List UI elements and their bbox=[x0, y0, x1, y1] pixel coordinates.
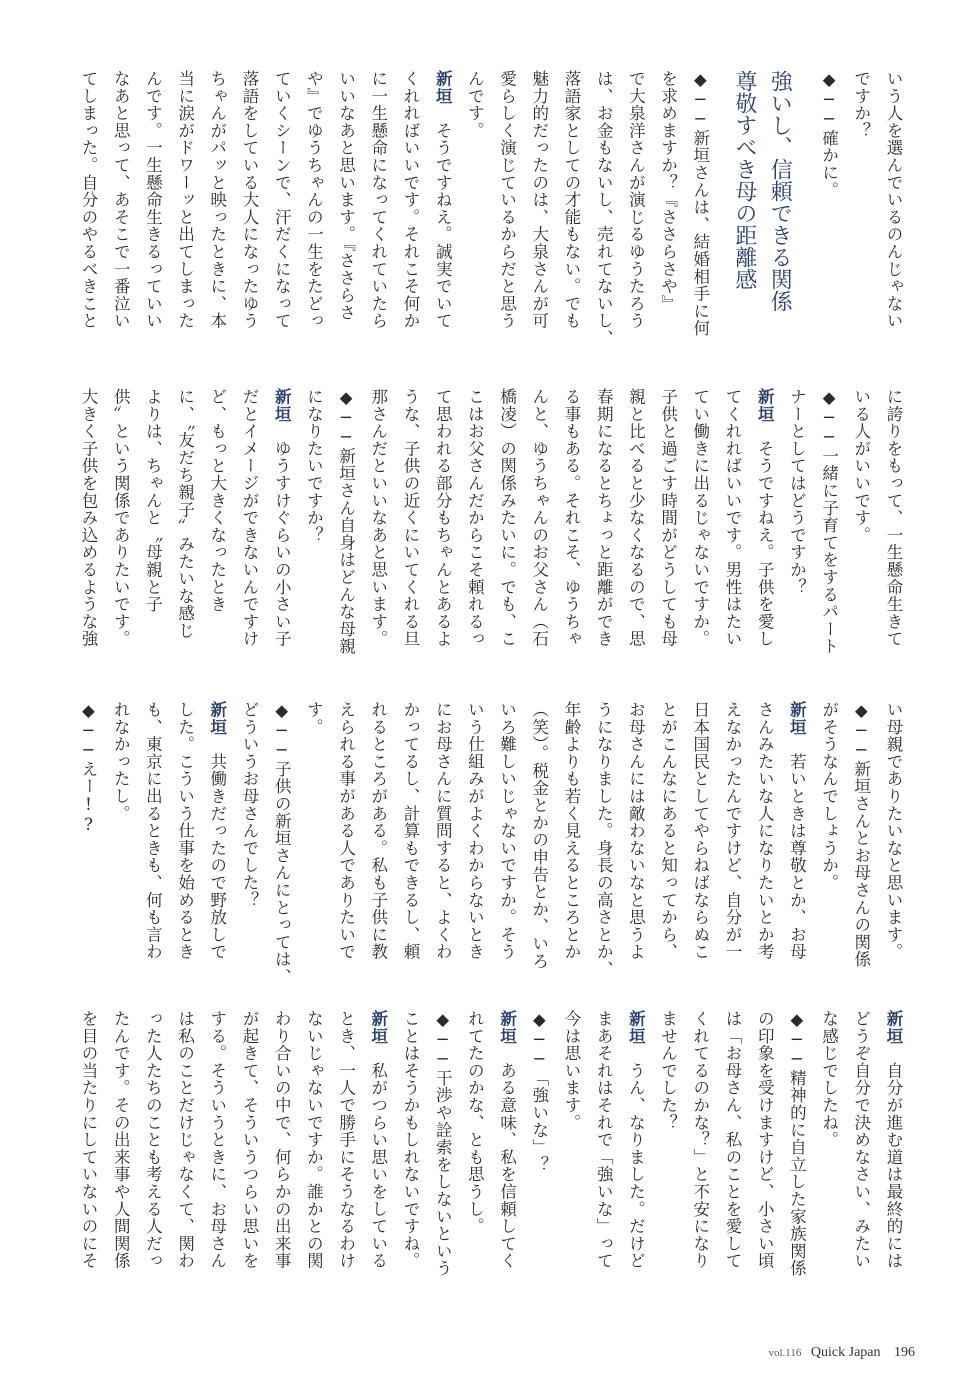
page-footer bbox=[769, 1345, 916, 1361]
text-column: てくれればいいです。男性はたい bbox=[723, 388, 742, 648]
text-column: とき、一人で勝手にそうなるわけ bbox=[336, 1010, 356, 1270]
text-column: な感じでしたね。 bbox=[819, 1010, 839, 1149]
text-column: ことはそうかもしれないですね。 bbox=[401, 1010, 420, 1270]
section-heading-line-1: 強いし、信頼できる関係 bbox=[767, 70, 793, 312]
text-column: 愛らしく演じているからだと思う bbox=[497, 70, 517, 330]
text-column: 落語をしている大人になったゆう bbox=[240, 70, 259, 330]
text-column: ◆──新垣さんとお母さんの関係 bbox=[851, 701, 871, 968]
magazine-name: Quick Japan bbox=[810, 1345, 881, 1360]
text-column: 子供と過ごす時間がどうしても母 bbox=[658, 388, 678, 648]
section-heading-line-2: 尊敬すべき母の距離感 bbox=[731, 70, 757, 290]
text-column: えなかったんですけど、自分が一 bbox=[723, 701, 742, 961]
text-column: 新垣 ある意味、私を信頼してく bbox=[497, 1010, 517, 1270]
text-column: 当に涙がドワーッと出てしまった bbox=[175, 70, 195, 330]
text-column: まあそれはそれで「強いな」って bbox=[594, 1010, 614, 1270]
text-column: に一生懸命になってくれていたら bbox=[368, 70, 388, 330]
text-column: も、東京に出るときも、何も言わ bbox=[143, 701, 163, 961]
text-column: こはお父さんだからこそ頼れるっ bbox=[465, 388, 485, 648]
text-column: ちゃんがパッと映ったときに、本 bbox=[207, 70, 227, 330]
text-column: だとイメージができないんですけ bbox=[240, 388, 259, 648]
text-column: いろ難しいじゃないですか。そう bbox=[497, 701, 517, 961]
text-column: ◆──一緒に子育てをするパート bbox=[819, 388, 839, 655]
text-column: る事もある。それこそ、ゆうちゃ bbox=[562, 388, 581, 648]
text-column: いう仕組みがよくわからないとき bbox=[465, 701, 485, 961]
text-tier-1 bbox=[78, 70, 908, 375]
text-column: する。そういうときに、お母さん bbox=[207, 1010, 227, 1270]
text-column: になりたいですか？ bbox=[304, 388, 324, 544]
text-column: わり合いの中で、何らかの出来事 bbox=[272, 1010, 292, 1270]
text-column: れなかったし。 bbox=[111, 701, 131, 823]
text-column: 魅力的だったのは、大泉さんが可 bbox=[529, 70, 549, 330]
text-column: 今は思います。 bbox=[562, 1010, 581, 1132]
text-column: どういうお母さんでした？ bbox=[240, 701, 259, 909]
text-column: に誇りをもって、一生懸命生きて bbox=[884, 388, 903, 648]
text-column: れるところがある。私も子供に教 bbox=[368, 701, 388, 961]
text-column: うになりました。身長の高さとか、 bbox=[594, 701, 614, 978]
text-column: さんみたいな人になりたいとか考 bbox=[755, 701, 775, 961]
text-column: とがこんなにあると知ってから、 bbox=[658, 701, 678, 961]
page-number: 196 bbox=[894, 1345, 915, 1360]
text-column: なあと思って、あそこで一番泣い bbox=[111, 70, 131, 330]
text-column: 新垣 そうですねえ。子供を愛し bbox=[755, 388, 775, 648]
text-column: いる人がいいです。 bbox=[851, 388, 871, 544]
text-column: たんです。その出来事や人間関係 bbox=[111, 1010, 131, 1270]
text-column: ◆──えー!? bbox=[79, 701, 98, 835]
text-column: ど、もっと大きくなったとき bbox=[207, 388, 227, 613]
text-column: 新垣 そうですねえ。誠実でいて bbox=[433, 70, 453, 330]
text-column: に、〝友だち親子〟みたいな感じ bbox=[175, 388, 195, 640]
text-column: くれてるのかな？」と不安になり bbox=[690, 1010, 710, 1270]
text-column: 新垣 私がつらい思いをしている bbox=[368, 1010, 388, 1270]
text-column: ◆──子供の新垣さんにとっては、 bbox=[272, 701, 292, 986]
text-column: 年齢よりも若く見えるところとか bbox=[562, 701, 581, 961]
text-column: くれればいいです。それこそ何か bbox=[401, 70, 420, 330]
text-column: ◆──確かに。 bbox=[819, 70, 839, 199]
text-column: がそうなんでしょうか。 bbox=[819, 701, 839, 892]
text-column: 新垣 自分が進む道は最終的には bbox=[884, 1010, 903, 1270]
text-column: の印象を受けますけど、小さい頃 bbox=[755, 1010, 775, 1270]
text-column: を求めますか？『ささらさや』 bbox=[658, 70, 678, 313]
text-tier-4 bbox=[78, 1010, 908, 1320]
text-column: てしまった。自分のやるべきこと bbox=[79, 70, 98, 330]
text-column: 親と比べると少なくなるので、思 bbox=[626, 388, 646, 648]
text-column: は「お母さん、私のことを愛して bbox=[723, 1010, 742, 1270]
text-column: 新垣 共働きだったので野放しで bbox=[207, 701, 227, 961]
text-column: した。こういう仕事を始めるとき bbox=[175, 701, 195, 961]
text-tier-2 bbox=[78, 388, 908, 683]
text-column: えられる事がある人でありたいで bbox=[336, 701, 356, 961]
text-column: や』でゆうちゃんの一生をたどっ bbox=[304, 70, 324, 330]
text-column: うな、子供の近くにいてくれる旦 bbox=[401, 388, 420, 648]
text-column: お母さんには敵わないなと思うよ bbox=[626, 701, 646, 961]
text-column: ナーとしてはどうですか？ bbox=[787, 388, 807, 596]
volume-number: vol.116 bbox=[768, 1347, 802, 1359]
text-column: で大泉洋さんが演じるゆうたろう bbox=[626, 70, 646, 330]
text-column: 落語家としての才能もない。でも bbox=[562, 70, 581, 330]
text-column: かってるし、計算もできるし、頼 bbox=[401, 701, 420, 961]
text-column: て思われる部分もちゃんとあるよ bbox=[433, 388, 453, 648]
text-column: よりは、ちゃんと〝母親と子 bbox=[143, 388, 163, 613]
text-column: てい働きに出るじゃないですか。 bbox=[690, 388, 710, 648]
text-column: にお母さんに質問すると、よくわ bbox=[433, 701, 453, 961]
text-column: いいなあと思います。『ささらさ bbox=[336, 70, 356, 322]
text-column: 日本国民としてやらねばならぬこ bbox=[690, 701, 710, 961]
text-column: んです。一生懸命生きるっていい bbox=[143, 70, 163, 330]
text-column: った人たちのことも考える人だっ bbox=[143, 1010, 163, 1270]
text-column: 新垣 若いときは尊敬とか、お母 bbox=[787, 701, 807, 961]
text-column: いう人を選んでいるのんじゃない bbox=[884, 70, 903, 330]
text-column: 橋凌）の関係みたいに。でも、こ bbox=[497, 388, 517, 648]
text-column: れてたのかな、とも思うし。 bbox=[465, 1010, 485, 1235]
text-column: ですか？ bbox=[851, 70, 871, 140]
text-column: 新垣 うん、なりました。だけど bbox=[626, 1010, 646, 1270]
text-tier-3 bbox=[78, 701, 908, 991]
text-column: ないじゃないですか。誰かとの関 bbox=[304, 1010, 324, 1270]
text-column: を目の当たりにしていないのにそ bbox=[79, 1010, 98, 1270]
text-column: ◆──新垣さん自身はどんな母親 bbox=[336, 388, 356, 655]
text-column: 那さんだといいなあと思います。 bbox=[368, 388, 388, 648]
text-column: す。 bbox=[304, 701, 324, 736]
text-column: んと、ゆうちゃんのお父さん（石 bbox=[529, 388, 549, 648]
text-column: ていくシーンで、汗だくになって bbox=[272, 70, 292, 330]
text-column: ◆──「強いな」？ bbox=[529, 1010, 549, 1174]
text-column: んです。 bbox=[465, 70, 485, 140]
text-column: 春期になるとちょっと距離ができ bbox=[594, 388, 614, 648]
text-column: （笑）。税金とかの申告とか、いろ bbox=[529, 701, 549, 970]
text-column: が起きて、そういうつらい思いを bbox=[240, 1010, 259, 1270]
text-column: ◆──新垣さんは、結婚相手に何 bbox=[690, 70, 710, 337]
text-column: 新垣 ゆうすけぐらいの小さい子 bbox=[272, 388, 292, 648]
text-column: 大きく子供を包み込めるような強 bbox=[79, 388, 98, 648]
text-column: ませんでした？ bbox=[658, 1010, 678, 1132]
text-column: どうぞ自分で決めなさい、みたい bbox=[851, 1010, 871, 1270]
text-column: ◆──干渉や詮索をしないという bbox=[433, 1010, 453, 1277]
text-column: は私のことだけじゃなくて、関わ bbox=[175, 1010, 195, 1270]
text-column: 供〟という関係でありたいです。 bbox=[111, 388, 131, 648]
text-column: ◆──精神的に自立した家族関係 bbox=[787, 1010, 807, 1277]
text-column: い母親でありたいなと思います。 bbox=[884, 701, 903, 961]
text-column: は、お金もないし、売れてないし、 bbox=[594, 70, 614, 347]
